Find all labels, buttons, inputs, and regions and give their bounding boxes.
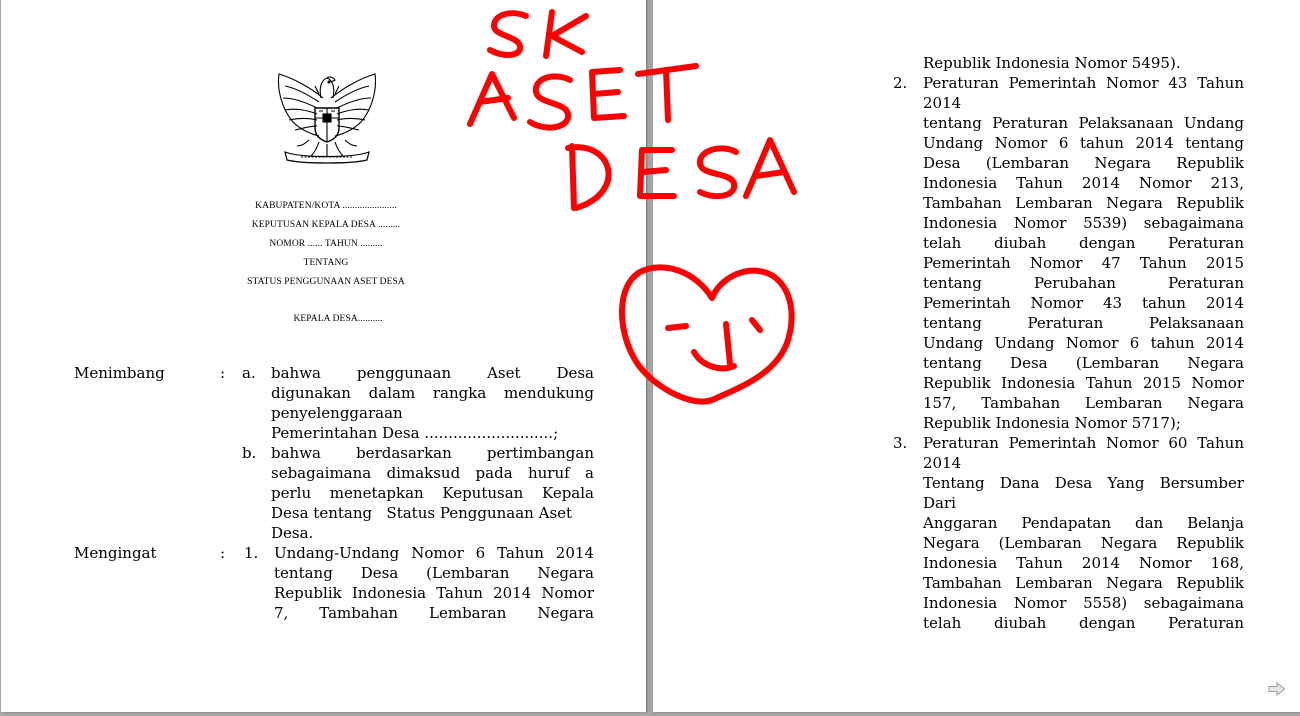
- document-page-left: [1, 0, 646, 712]
- text-line: Republik Indonesia Nomor 5717);: [923, 414, 1181, 432]
- text-line: telah diubah dengan Peraturan: [923, 234, 1244, 252]
- header-status: STATUS PENGGUNAAN ASET DESA: [247, 277, 405, 287]
- text-line: Indonesia Tahun 2014 Nomor 168,: [923, 554, 1244, 572]
- continuation-text: [923, 53, 1243, 73]
- text-line: tentang Peraturan Pelaksanaan Undang: [923, 114, 1244, 132]
- text-line: perlu menetapkan Keputusan Kepala: [271, 484, 594, 502]
- text-line: Republik Indonesia Nomor 5495).: [923, 54, 1181, 72]
- mengingat-1-text: [274, 543, 594, 623]
- text-line: Tambahan Lembaran Negara Republik: [923, 194, 1244, 212]
- text-line: penyelenggaraan: [271, 404, 403, 422]
- text-line: Indonesia Tahun 2014 Nomor 213,: [923, 174, 1244, 192]
- text-line: tentang Desa (Lembaran Negara: [923, 354, 1244, 372]
- next-page-arrow-icon[interactable]: [1268, 682, 1286, 696]
- mengingat-2-text: [923, 73, 1244, 433]
- text-line: Dari: [923, 494, 956, 512]
- text-line: Pemerintah Nomor 47 Tahun 2015: [923, 254, 1244, 272]
- text-line: Desa tentang Status Penggunaan Aset: [271, 504, 573, 522]
- mengingat-3-text: [923, 433, 1244, 633]
- text-line: Indonesia Nomor 5558) sebagaimana: [923, 594, 1244, 612]
- text-line: Peraturan Pemerintah Nomor 43 Tahun: [923, 74, 1244, 92]
- menimbang-a-text: [271, 363, 594, 443]
- header-tentang: TENTANG: [303, 258, 349, 268]
- text-line: tentang Desa (Lembaran Negara: [274, 564, 594, 582]
- text-line: telah diubah dengan Peraturan: [923, 614, 1244, 632]
- text-line: 2014: [923, 94, 962, 112]
- text-line: Peraturan Pemerintah Nomor 60 Tahun: [923, 434, 1244, 452]
- menimbang-colon: :: [220, 364, 226, 382]
- mengingat-3-mark: 3.: [893, 434, 908, 452]
- text-line: 2014: [923, 454, 962, 472]
- text-line: Desa.: [271, 524, 314, 542]
- header-keputusan: KEPUTUSAN KEPALA DESA .........: [251, 220, 401, 230]
- text-line: bahwa berdasarkan pertimbangan: [271, 444, 594, 462]
- text-line: Desa (Lembaran Negara Republik: [923, 154, 1244, 172]
- menimbang-label: Menimbang: [74, 364, 165, 382]
- mengingat-label: Mengingat: [74, 544, 157, 562]
- text-line: Indonesia Nomor 5539) sebagaimana: [923, 214, 1244, 232]
- text-line: Tentang Dana Desa Yang Bersumber: [923, 474, 1244, 492]
- text-line: digunakan dalam rangka mendukung: [271, 384, 594, 402]
- document-page-right: [653, 0, 1300, 712]
- text-line: Undang Undang Nomor 6 tahun 2014: [923, 334, 1244, 352]
- text-line: tentang Perubahan Peraturan: [923, 274, 1244, 292]
- mengingat-colon: :: [220, 544, 226, 562]
- text-line: Republik Indonesia Tahun 2015 Nomor: [923, 374, 1244, 392]
- mengingat-2-mark: 2.: [893, 74, 908, 92]
- header-kepala: KEPALA DESA..........: [293, 314, 383, 324]
- menimbang-a-mark: a.: [242, 364, 256, 382]
- text-line: Tambahan Lembaran Negara Republik: [923, 574, 1244, 592]
- text-line: Undang-Undang Nomor 6 Tahun 2014: [274, 544, 594, 562]
- text-line: Pemerintahan Desa ...........................;: [271, 424, 559, 442]
- text-line: Anggaran Pendapatan dan Belanja: [923, 514, 1244, 532]
- header-nomor: NOMOR ...... TAHUN .........: [269, 239, 383, 249]
- header-kabupaten: KABUPATEN/KOTA ......................: [255, 201, 397, 211]
- text-line: Negara (Lembaran Negara Republik: [923, 534, 1244, 552]
- text-line: Republik Indonesia Tahun 2014 Nomor: [274, 584, 594, 602]
- menimbang-b-mark: b.: [242, 444, 257, 462]
- text-line: Undang Nomor 6 tahun 2014 tentang: [923, 134, 1244, 152]
- text-line: Pemerintah Nomor 43 tahun 2014: [923, 294, 1244, 312]
- text-line: 157, Tambahan Lembaran Negara: [923, 394, 1244, 412]
- text-line: tentang Peraturan Pelaksanaan: [923, 314, 1244, 332]
- mengingat-1-mark: 1.: [244, 544, 259, 562]
- text-line: 7, Tambahan Lembaran Negara: [274, 604, 594, 622]
- garuda-emblem-icon: [271, 68, 383, 164]
- menimbang-b-text: [271, 443, 594, 543]
- text-line: sebagaimana dimaksud pada huruf a: [271, 464, 594, 482]
- text-line: bahwa penggunaan Aset Desa: [271, 364, 594, 382]
